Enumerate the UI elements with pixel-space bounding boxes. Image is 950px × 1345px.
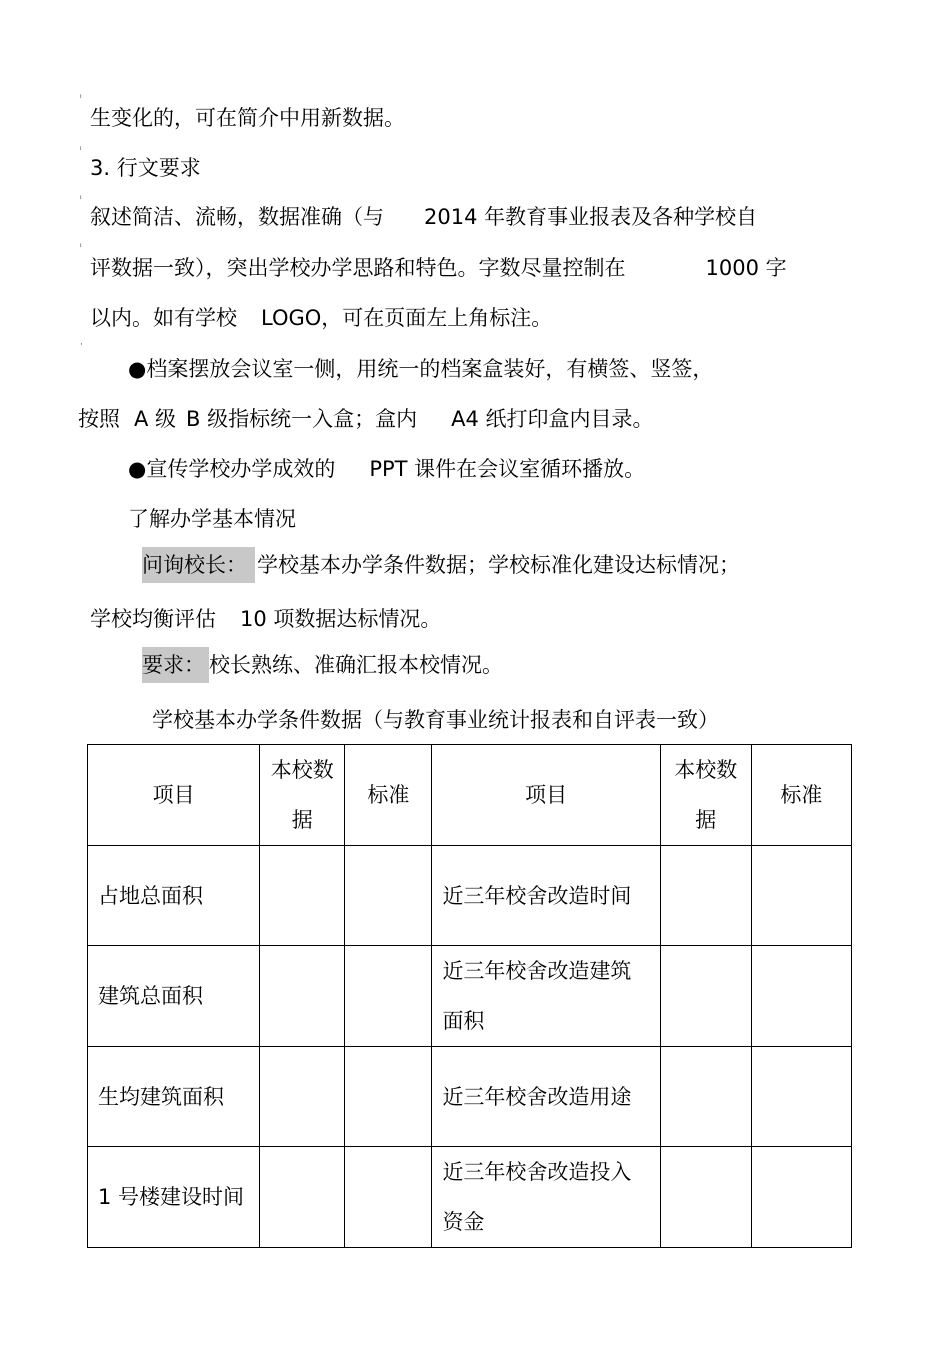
margin-mark: ·	[80, 340, 83, 350]
header-cell: 项目	[88, 745, 260, 846]
table-cell	[345, 846, 432, 946]
table-cell: 生均建筑面积	[88, 1047, 260, 1147]
text-run: 叙述简洁、流畅，数据准确（与	[90, 205, 384, 229]
text-run: 10 项数据达标情况。	[240, 607, 442, 631]
text-run: PPT 课件在会议室循环播放。	[369, 457, 646, 481]
header-cell: 项目	[432, 745, 660, 846]
table-row	[88, 1047, 852, 1147]
table-cell	[660, 1047, 751, 1147]
text-run: 1000 字	[705, 256, 787, 280]
paragraph-line	[90, 104, 405, 132]
text-run: 生变化的，可在简介中用新数据。	[90, 106, 405, 130]
table-cell	[345, 946, 432, 1047]
table-cell: 近三年校舍改造建筑面积	[432, 946, 660, 1047]
paragraph-line	[78, 405, 654, 433]
table-cell	[660, 946, 751, 1047]
table-header-row	[88, 745, 852, 846]
table-cell	[660, 1147, 751, 1248]
margin-mark: ⁱ	[80, 94, 82, 104]
text-run: A4 纸打印盒内目录。	[451, 407, 654, 431]
table-cell	[660, 846, 751, 946]
table-cell	[751, 846, 851, 946]
table-cell	[260, 946, 345, 1047]
table-cell	[751, 1047, 851, 1147]
text-run: 了解办学基本情况	[128, 507, 296, 531]
paragraph-line	[128, 355, 713, 383]
table-cell: 1 号楼建设时间	[88, 1147, 260, 1248]
text-run: LOGO，可在页面左上角标注。	[261, 306, 553, 330]
paragraph-line	[128, 455, 645, 483]
table-cell	[260, 1047, 345, 1147]
highlight-label: 要求：	[142, 647, 209, 683]
text-run: 评数据一致），突出学校办学思路和特色。字数尽量控制在	[90, 256, 626, 280]
text-run: 学校基本办学条件数据；学校标准化建设达标情况；	[257, 553, 740, 577]
table-cell: 建筑总面积	[88, 946, 260, 1047]
paragraph-line	[90, 203, 757, 231]
text-run: 学校均衡评估	[90, 607, 216, 631]
table-row	[88, 846, 852, 946]
margin-mark: ⁱ	[80, 146, 82, 156]
table-cell: 占地总面积	[88, 846, 260, 946]
text-run: 3. 行文要求	[90, 156, 201, 180]
table-cell	[751, 946, 851, 1047]
header-cell: 标准	[345, 745, 432, 846]
text-run: 学校基本办学条件数据（与教育事业统计报表和自评表一致）	[152, 708, 719, 732]
paragraph-line	[90, 254, 787, 282]
table-title	[152, 706, 719, 734]
table-cell	[345, 1147, 432, 1248]
table-cell: 近三年校舍改造时间	[432, 846, 660, 946]
table-cell	[260, 846, 345, 946]
paragraph-line	[142, 646, 503, 684]
paragraph-line	[90, 605, 441, 633]
table-row	[88, 1147, 852, 1248]
table-cell	[345, 1047, 432, 1147]
text-run: ●宣传学校办学成效的	[128, 457, 336, 481]
text-run: 校长熟练、准确汇报本校情况。	[209, 653, 503, 677]
conditions-table	[87, 744, 852, 1248]
paragraph-line	[90, 304, 552, 332]
text-run: 按照	[78, 407, 120, 431]
header-cell: 标准	[751, 745, 851, 846]
text-run: B 级指标统一入盒；盒内	[186, 407, 418, 431]
table-row	[88, 946, 852, 1047]
text-run: A 级	[134, 407, 177, 431]
text-run: 2014 年教育事业报表及各种学校自	[424, 205, 758, 229]
section-heading	[90, 154, 201, 182]
header-cell: 本校数据	[660, 745, 751, 846]
table-cell	[751, 1147, 851, 1248]
header-cell: 本校数据	[260, 745, 345, 846]
margin-mark: ⁱ	[80, 243, 82, 253]
table-cell	[260, 1147, 345, 1248]
paragraph-line	[142, 546, 740, 584]
text-run: ●档案摆放会议室一侧，用统一的档案盒装好，有横签、竖签，	[128, 357, 714, 381]
paragraph-line	[128, 505, 296, 533]
table-cell: 近三年校舍改造投入资金	[432, 1147, 660, 1248]
table-cell: 近三年校舍改造用途	[432, 1047, 660, 1147]
text-run: 以内。如有学校	[90, 306, 237, 330]
highlight-label: 问询校长：	[142, 547, 255, 583]
margin-mark: ⁱ	[80, 195, 82, 205]
